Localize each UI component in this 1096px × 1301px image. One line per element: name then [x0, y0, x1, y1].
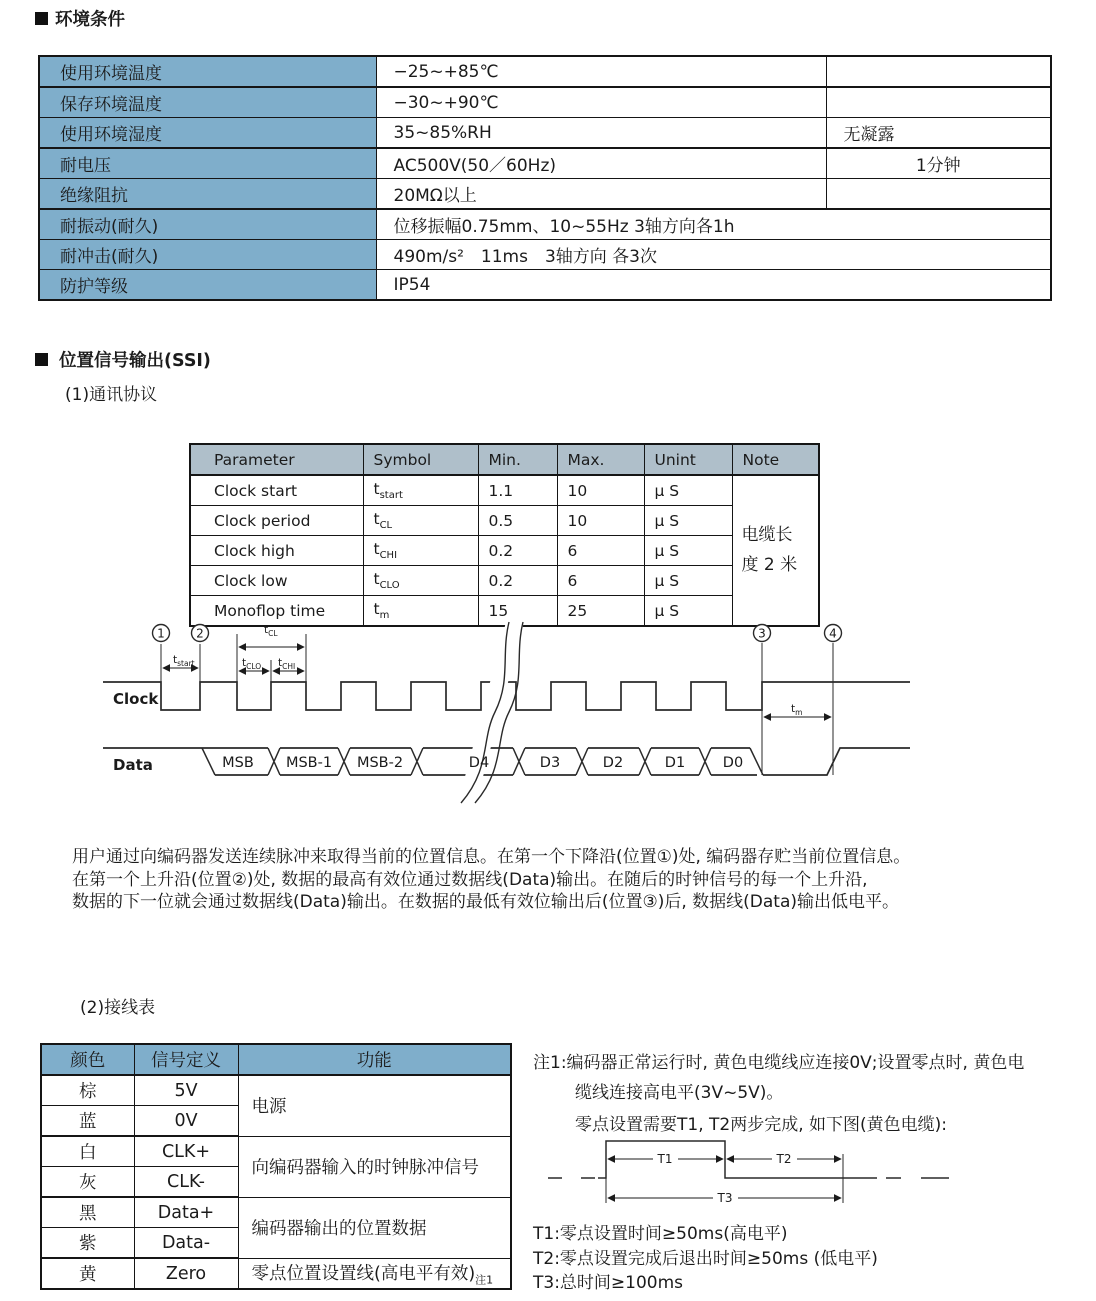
signal-cell: CLK- [134, 1167, 238, 1198]
env-section-title: 环境条件 [55, 10, 125, 30]
max-cell: 6 [557, 566, 644, 596]
column-header: Unint [644, 444, 732, 475]
data-segment-label: MSB-1 [285, 755, 333, 771]
table-row [39, 270, 1051, 301]
description-line: 数据的下一位就会通过数据线(Data)输出。在数据的最低有效位输出后(位置③)后, 数据线(Data)输出低电平。 [72, 892, 900, 913]
env-row-label: 耐振动(耐久) [39, 209, 376, 240]
parameter-cell: Clock start [190, 475, 363, 506]
wire-color-cell: 紫 [41, 1228, 134, 1259]
table-row [190, 536, 819, 566]
env-row-note: 1分钟 [826, 148, 1051, 179]
column-header: Min. [478, 444, 557, 475]
data-line-label: Data [113, 756, 153, 774]
t-chi-label: $t_{CHI}$ [278, 657, 296, 671]
table-row [39, 179, 1051, 210]
column-header: 颜色 [41, 1044, 134, 1075]
svg-text:2: 2 [196, 626, 204, 641]
position-marker-1 [153, 625, 170, 642]
data-segment-label: MSB-2 [356, 755, 404, 771]
ssi-subsection-1: (1)通讯协议 [65, 385, 158, 405]
table-row [190, 506, 819, 536]
parameter-cell: Clock high [190, 536, 363, 566]
note1-line1: 注1:编码器正常运行时, 黄色电缆线应连接0V;设置零点时, 黄色电 [533, 1053, 1025, 1073]
env-row-value: −30~+90℃ [376, 87, 826, 118]
table-row [39, 209, 1051, 240]
env-row-value: 35~85%RH [376, 118, 826, 149]
column-header: Symbol [363, 444, 478, 475]
data-segment-label: MSB [222, 755, 254, 771]
min-cell: 0.5 [478, 506, 557, 536]
section-square-icon [35, 353, 48, 366]
timing-note-line: T1:零点设置时间≥50ms(高电平) [533, 1224, 788, 1244]
timing-note-line: T3:总时间≥100ms [533, 1273, 684, 1294]
t2-label: T2 [776, 1152, 792, 1166]
table-row [41, 1258, 511, 1289]
note1-line3: 零点设置需要T1, T2两步完成, 如下图(黄色电缆): [575, 1115, 948, 1135]
wire-color-cell: 黑 [41, 1197, 134, 1228]
symbol-cell: $t_m$ [363, 596, 478, 627]
table-header-row [41, 1044, 511, 1075]
wire-color-cell: 棕 [41, 1075, 134, 1106]
unit-cell: μ S [644, 566, 732, 596]
table-row [190, 566, 819, 596]
ssi-parameter-table [189, 443, 820, 627]
svg-text:1: 1 [157, 626, 165, 641]
ssi-section-title: 位置信号输出(SSI) [59, 351, 211, 371]
position-marker-3 [754, 625, 771, 642]
data-segment-label: D4 [468, 755, 490, 771]
wire-color-cell: 黄 [41, 1258, 134, 1289]
ssi-subsection-2: (2)接线表 [80, 998, 156, 1018]
env-row-label: 使用环境温度 [39, 56, 376, 87]
parameter-cell: Clock low [190, 566, 363, 596]
table-header-row [190, 444, 819, 475]
table-row [39, 240, 1051, 270]
data-segment-label: D1 [664, 755, 686, 771]
column-header: 功能 [238, 1044, 511, 1075]
data-segment-label: D0 [722, 755, 744, 771]
note-cell: 电缆长度 2 米 [732, 475, 819, 626]
data-segment-label: D3 [539, 755, 561, 771]
parameter-cell: Clock period [190, 506, 363, 536]
env-section-heading [35, 6, 125, 31]
symbol-cell: $t_{CLO}$ [363, 566, 478, 596]
table-row [39, 56, 1051, 87]
function-cell: 电源 [238, 1075, 511, 1136]
column-header: Parameter [190, 444, 363, 475]
table-row [39, 87, 1051, 118]
env-row-label: 使用环境湿度 [39, 118, 376, 149]
signal-cell: CLK+ [134, 1136, 238, 1167]
data-segment-label: D2 [602, 755, 624, 771]
t-m-label: $t_m$ [791, 703, 803, 717]
clock-line-label: Clock [113, 690, 159, 708]
symbol-cell: $t_{CL}$ [363, 506, 478, 536]
min-cell: 0.2 [478, 536, 557, 566]
ssi-section-heading [35, 347, 211, 372]
t-cl-label: $t_{CL}$ [264, 624, 278, 638]
wiring-table [40, 1043, 512, 1290]
function-cell: 编码器输出的位置数据 [238, 1197, 511, 1258]
symbol-cell: $t_{start}$ [363, 475, 478, 506]
min-cell: 15 [478, 596, 557, 627]
table-row [41, 1075, 511, 1106]
wire-color-cell: 灰 [41, 1167, 134, 1198]
note-reference: 注1 [475, 1273, 494, 1286]
env-row-label: 防护等级 [39, 270, 376, 301]
env-row-value: 20MΩ以上 [376, 179, 826, 210]
column-header: Max. [557, 444, 644, 475]
t-start-label: $t_{start}$ [173, 654, 195, 668]
table-row [39, 118, 1051, 149]
max-cell: 25 [557, 596, 644, 627]
unit-cell: μ S [644, 536, 732, 566]
table-row [39, 148, 1051, 179]
section-square-icon [35, 12, 48, 25]
ssi-description [72, 846, 910, 914]
env-row-note [826, 56, 1051, 87]
table-row [190, 475, 819, 506]
max-cell: 10 [557, 475, 644, 506]
max-cell: 10 [557, 506, 644, 536]
env-row-note [826, 179, 1051, 210]
svg-text:4: 4 [829, 626, 837, 641]
env-row-note [826, 87, 1051, 118]
column-header: 信号定义 [134, 1044, 238, 1075]
env-row-label: 耐冲击(耐久) [39, 240, 376, 270]
function-cell: 零点位置设置线(高电平有效)$_{注1}$ [238, 1258, 511, 1289]
wire-color-cell: 白 [41, 1136, 134, 1167]
note1-line2: 缆线连接高电平(3V~5V)。 [575, 1083, 784, 1103]
env-row-value: AC500V(50／60Hz) [376, 148, 826, 179]
ssi-timing-diagram [30, 620, 1070, 805]
min-cell: 0.2 [478, 566, 557, 596]
parameter-cell: Monoflop time [190, 596, 363, 627]
position-marker-2 [192, 625, 209, 642]
env-row-label: 耐电压 [39, 148, 376, 179]
signal-cell: 0V [134, 1106, 238, 1137]
table-row [41, 1136, 511, 1167]
signal-cell: Data+ [134, 1197, 238, 1228]
svg-text:3: 3 [758, 626, 766, 641]
env-row-value: −25~+85℃ [376, 56, 826, 87]
min-cell: 1.1 [478, 475, 557, 506]
t3-label: T3 [717, 1191, 733, 1205]
unit-cell: μ S [644, 506, 732, 536]
data-tail-line [763, 748, 910, 775]
env-row-label: 绝缘阻抗 [39, 179, 376, 210]
t-clo-label: $t_{CLO}$ [242, 657, 262, 671]
description-line: 用户通过向编码器发送连续脉冲来取得当前的位置信息。在第一个下降沿(位置①)处, 编码器存贮当前位置信息。 [72, 847, 911, 867]
symbol-cell: $t_{CHI}$ [363, 536, 478, 566]
unit-cell: μ S [644, 596, 732, 627]
wire-color-cell: 蓝 [41, 1106, 134, 1137]
env-row-label: 保存环境温度 [39, 87, 376, 118]
description-line: 在第一个上升沿(位置②)处, 数据的最高有效位通过数据线(Data)输出。在随后的时钟信号的每一个上升沿, [72, 869, 868, 890]
zero-set-timing-diagram [545, 1130, 975, 1210]
env-row-value: IP54 [376, 270, 1051, 301]
env-row-value: 位移振幅0.75mm、10~55Hz 3轴方向各1h [376, 209, 1051, 240]
signal-cell: Data- [134, 1228, 238, 1259]
unit-cell: μ S [644, 475, 732, 506]
position-marker-4 [825, 625, 842, 642]
column-header: Note [732, 444, 819, 475]
function-cell: 向编码器输入的时钟脉冲信号 [238, 1136, 511, 1197]
max-cell: 6 [557, 536, 644, 566]
table-row [41, 1197, 511, 1228]
env-row-value: 490m/s² 11ms 3轴方向 各3次 [376, 240, 1051, 270]
env-conditions-table [38, 55, 1052, 301]
env-row-note: 无凝露 [826, 118, 1051, 149]
timing-notes [533, 1222, 878, 1296]
timing-note-line: T2:零点设置完成后退出时间≥50ms (低电平) [533, 1248, 878, 1269]
signal-cell: 5V [134, 1075, 238, 1106]
signal-cell: Zero [134, 1258, 238, 1289]
t1-label: T1 [657, 1152, 673, 1166]
